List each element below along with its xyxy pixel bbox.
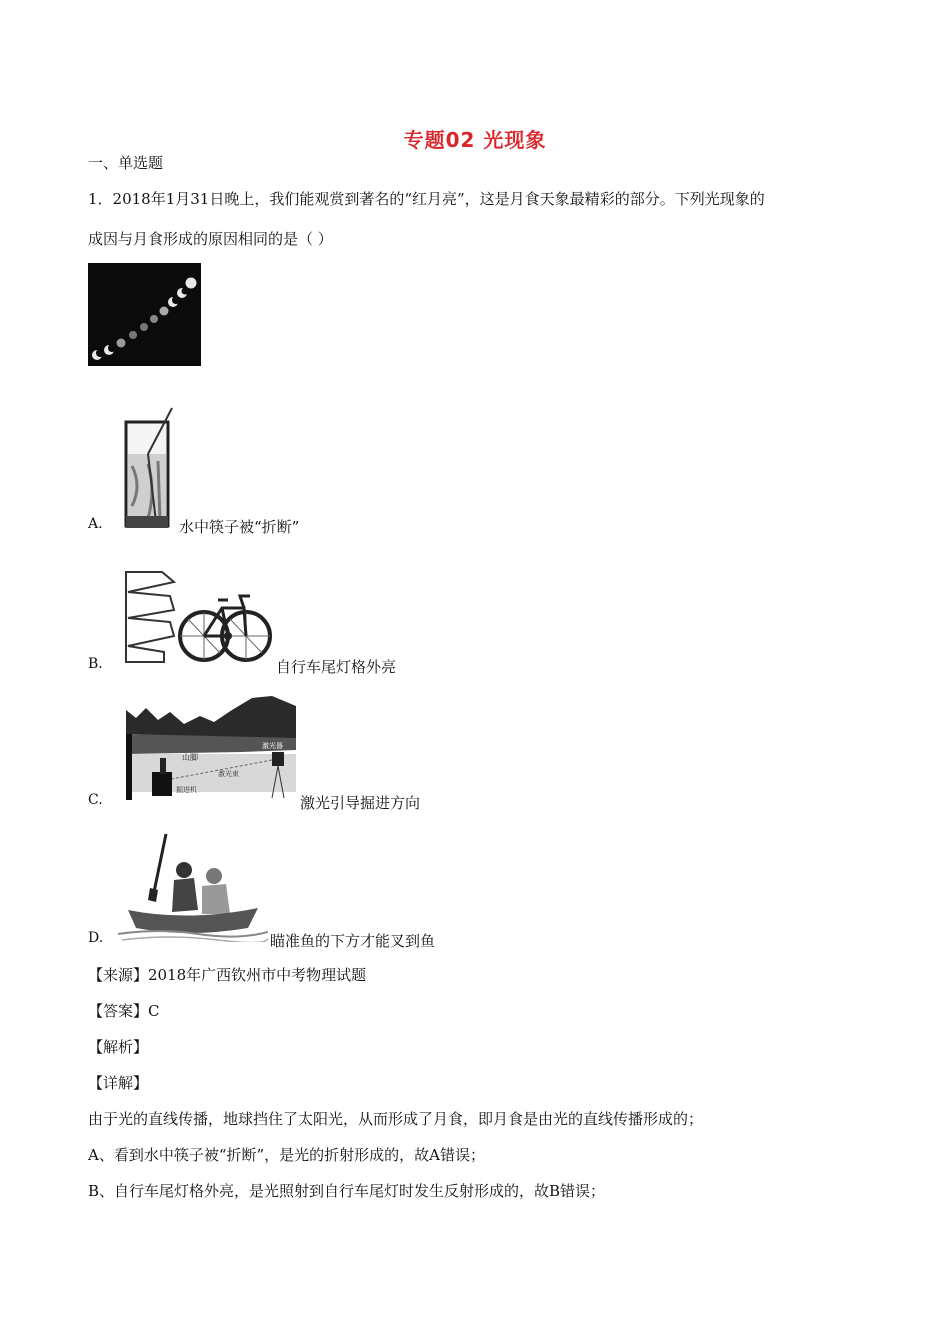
lunar-eclipse-image bbox=[87, 262, 203, 368]
label-beam: 激光束 bbox=[218, 770, 239, 778]
option-a-text: 水中筷子被“折断” bbox=[179, 518, 300, 536]
label-laser-box: 激光器 bbox=[262, 742, 283, 750]
question-stem-line-1: 1．2018年1月31日晚上，我们能观赏到著名的“红月亮”，这是月食天象最精彩的部分。下列光现象的 bbox=[88, 190, 765, 208]
question-stem-line-2: 成因与月食形成的原因相同的是（ ） bbox=[88, 230, 333, 248]
label-machine: 掘进机 bbox=[176, 786, 197, 794]
option-d-text: 瞄准鱼的下方才能叉到鱼 bbox=[270, 932, 436, 950]
glass-chopstick-image bbox=[118, 406, 178, 530]
explanation-line-1: 由于光的直线传播，地球挡住了太阳光，从而形成了月食，即月食是由光的直线传播形成的； bbox=[88, 1110, 704, 1128]
fishing-boat-image bbox=[118, 830, 268, 942]
section-heading: 一、单选题 bbox=[88, 154, 164, 172]
analysis-heading: 【解析】 bbox=[88, 1038, 149, 1056]
source-line: 【来源】2018年广西钦州市中考物理试题 bbox=[88, 966, 367, 984]
option-c-text: 激光引导掘进方向 bbox=[300, 794, 421, 812]
label-mountain: 山脚 bbox=[182, 753, 198, 762]
page-title: 专题02 光现象 bbox=[403, 128, 547, 152]
option-b-text: 自行车尾灯格外亮 bbox=[276, 658, 397, 676]
option-c-letter: C. bbox=[88, 792, 103, 808]
explanation-line-2: A、看到水中筷子被“折断”，是光的折射形成的，故A错误； bbox=[88, 1146, 486, 1164]
detail-heading: 【详解】 bbox=[88, 1074, 149, 1092]
option-a-letter: A. bbox=[88, 516, 103, 532]
answer-line: 【答案】C bbox=[88, 1002, 160, 1020]
explanation-line-3: B、自行车尾灯格外亮，是光照射到自行车尾灯时发生反射形成的，故B错误； bbox=[88, 1182, 606, 1200]
option-b-letter: B. bbox=[88, 656, 103, 672]
option-d-letter: D. bbox=[88, 930, 104, 946]
bicycle-reflector-image bbox=[118, 566, 274, 668]
laser-tunnel-image bbox=[122, 694, 298, 804]
